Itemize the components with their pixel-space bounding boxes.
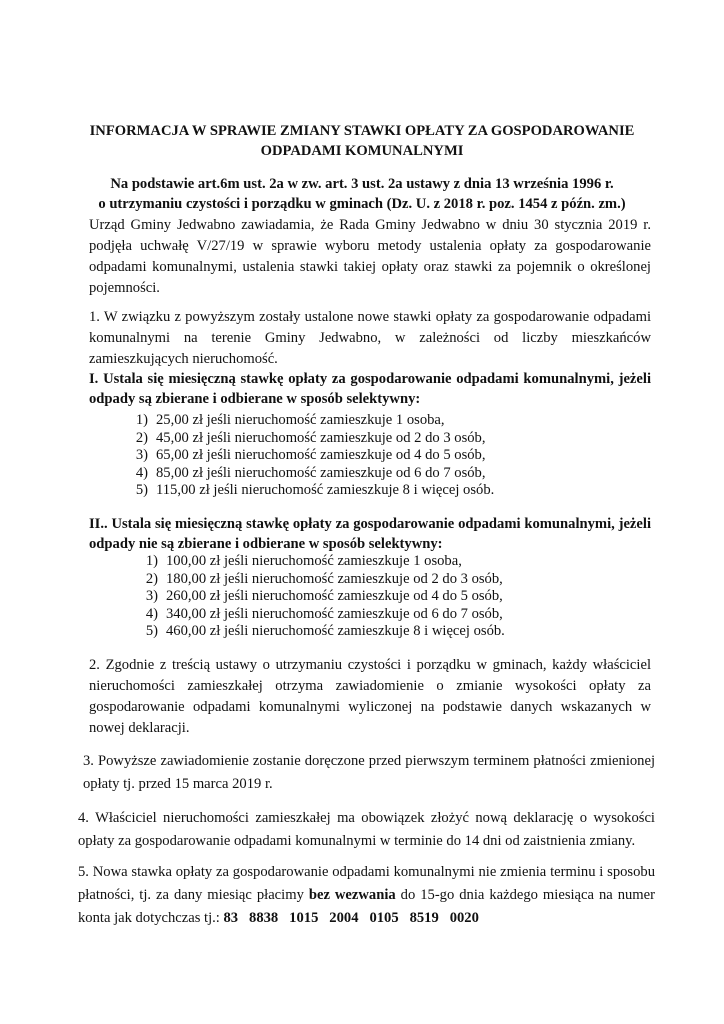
item-number: 5)	[145, 623, 158, 639]
item-number: 1)	[145, 553, 158, 569]
point-5-emphasis: bez wezwania	[308, 887, 396, 903]
title-line-1: INFORMACJA W SPRAWIE ZMIANY STAWKI OPŁATY ZA GOSPODAROWANIE	[89, 123, 635, 139]
item-text: 65,00 zł jeśli nieruchomość zamieszkuje od 4 do 5 osób,	[156, 447, 486, 463]
point-5-text-2: do 15-go dnia każdego miesiąca na numer konta jak dotychczas tj.:	[78, 887, 655, 926]
list-item	[126, 447, 494, 465]
list-item	[136, 623, 505, 641]
list-item	[126, 465, 494, 483]
document-title	[60, 121, 664, 161]
item-text: 100,00 zł jeśli nieruchomość zamieszkuje 1 osoba,	[166, 553, 462, 569]
point-1: 1. W związku z powyższym zostały ustalone nowe stawki opłaty za gospodarowanie odpadami komunalnymi na terenie Gminy Jedwabno, w zależności od liczby mieszkańców zamieszkujących nieruchomość.	[89, 309, 651, 367]
point-2: 2. Zgodnie z treścią ustawy o utrzymaniu czystości i porządku w gminach, każdy właściciel nieruchomości zamieszkałej otrzyma zawiadomienie o zmianie wysokości opłaty za gospodarowanie odpadami komunalnymi wyliczonej na podstawie danych wskazanych w nowej deklaracji.	[89, 657, 651, 736]
item-number: 3)	[135, 447, 148, 463]
list-item	[136, 571, 505, 589]
intro-paragraph: Urząd Gminy Jedwabno zawiadamia, że Rada Gminy Jedwabno w dniu 30 stycznia 2019 r. podjęła uchwałę V/27/19 w sprawie wyboru metody ustalenia opłaty za gospodarowanie odpadami komunalnymi, ustalenia stawki takiej opłaty oraz stawki za pojemnik o określonej pojemności.	[89, 217, 651, 296]
item-number: 1)	[135, 412, 148, 428]
item-text: 25,00 zł jeśli nieruchomość zamieszkuje 1 osoba,	[156, 412, 445, 428]
legal-basis	[70, 174, 654, 214]
legal-basis-line-2: o utrzymaniu czystości i porządku w gminach (Dz. U. z 2018 r. poz. 1454 z późn. zm.)	[98, 196, 626, 212]
section-2-heading: II.. Ustala się miesięczną stawkę opłaty za gospodarowanie odpadami komunalnymi, jeżeli odpady nie są zbierane i odbierane w sposób selektywny:	[89, 516, 651, 552]
section-1-heading: I. Ustala się miesięczną stawkę opłaty za gospodarowanie odpadami komunalnymi, jeżeli odpady są zbierane i odbierane w sposób selektywny:	[89, 371, 651, 407]
item-text: 85,00 zł jeśli nieruchomość zamieszkuje od 6 do 7 osób,	[156, 464, 486, 481]
item-text: 45,00 zł jeśli nieruchomość zamieszkuje od 2 do 3 osób,	[156, 429, 486, 446]
item-text: 340,00 zł jeśli nieruchomość zamieszkuje od 6 do 7 osób,	[166, 605, 503, 622]
title-line-2: ODPADAMI KOMUNALNYMI	[260, 143, 464, 159]
item-number: 3)	[145, 588, 158, 604]
list-item	[126, 430, 494, 448]
point-5-text-1: 5. Nowa stawka opłaty za gospodarowanie odpadami komunalnymi nie zmienia terminu i sposobu płatności, tj. za dany miesiąc płacimy	[78, 864, 655, 903]
section-2-list	[136, 553, 505, 641]
list-item	[136, 606, 505, 624]
item-text: 460,00 zł jeśli nieruchomość zamieszkuje 8 i więcej osób.	[166, 623, 505, 639]
list-item	[126, 482, 494, 500]
item-number: 4)	[145, 605, 158, 622]
point-4: 4. Właściciel nieruchomości zamieszkałej ma obowiązek złożyć nową deklarację o wysokości opłaty za gospodarowanie odpadami komunalnymi w terminie do 14 dni od zaistnienia zmiany.	[78, 810, 655, 849]
item-text: 115,00 zł jeśli nieruchomość zamieszkuje 8 i więcej osób.	[156, 482, 495, 498]
legal-basis-line-1: Na podstawie art.6m ust. 2a w zw. art. 3 ust. 2a ustawy z dnia 13 września 1996 r.	[110, 176, 614, 192]
bank-account-number: 83 8838 1015 2004 0105 8519 0020	[223, 910, 479, 926]
item-text: 260,00 zł jeśli nieruchomość zamieszkuje od 4 do 5 osób,	[166, 588, 503, 604]
point-3: 3. Powyższe zawiadomienie zostanie doręczone przed pierwszym terminem płatności zmienionej opłaty tj. przed 15 marca 2019 r.	[83, 753, 655, 792]
item-number: 2)	[135, 429, 148, 446]
list-item	[126, 412, 494, 430]
list-item	[136, 553, 505, 571]
list-item	[136, 588, 505, 606]
section-1-list	[126, 412, 494, 500]
point-5	[78, 861, 655, 930]
item-number: 5)	[135, 482, 148, 498]
item-number: 2)	[145, 570, 158, 587]
item-text: 180,00 zł jeśli nieruchomość zamieszkuje od 2 do 3 osób,	[166, 570, 503, 587]
item-number: 4)	[135, 464, 148, 481]
